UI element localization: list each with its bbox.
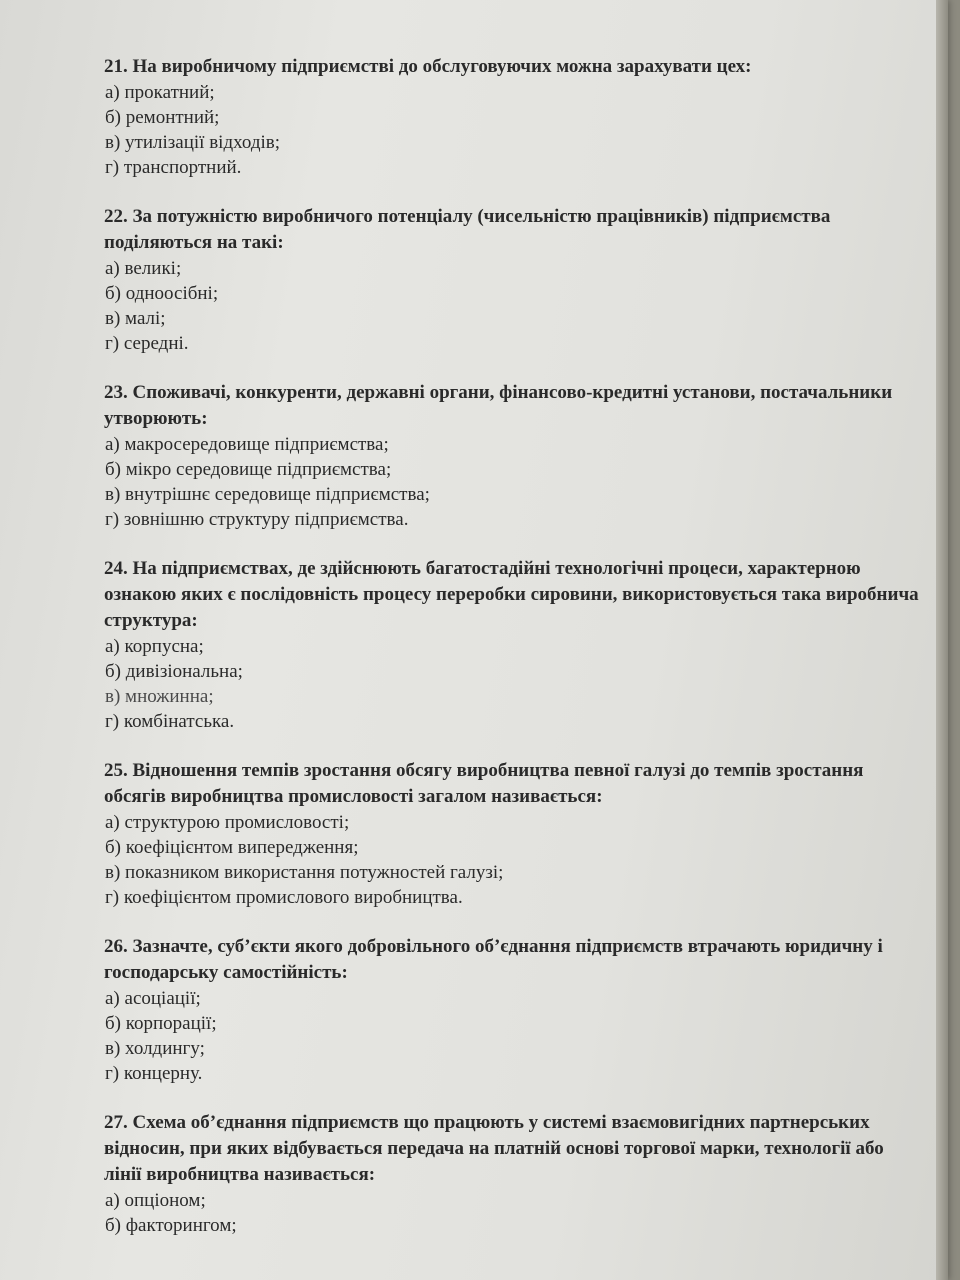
option-c: в) показником використання потужностей галузі; [105, 862, 504, 883]
question-24 [104, 556, 924, 734]
option-d: г) коефіцієнтом промислового виробництва. [105, 887, 463, 908]
option-a: а) великі; [105, 258, 182, 279]
option-d: г) середні. [105, 333, 189, 354]
option-d: г) концерну. [105, 1063, 203, 1084]
option-d: г) зовнішню структуру підприємства. [105, 509, 409, 530]
question-title: 23. Споживачі, конкуренти, державні органи, фінансово-кредитні установи, постачальники утворюють: [104, 382, 893, 429]
option-b: б) коефіцієнтом випередження; [105, 837, 359, 858]
option-a: а) макросередовище підприємства; [105, 434, 389, 455]
sheet-edge [936, 0, 948, 1280]
option-b: б) дивізіональна; [105, 661, 243, 682]
question-title: 26. Зазначте, суб’єкти якого добровільного об’єднання підприємств втрачають юридичну і господарську самостійність: [104, 936, 883, 983]
question-23 [104, 380, 924, 532]
question-title: 22. За потужністю виробничого потенціалу (чисельністю працівників) підприємства поділяються на такі: [104, 206, 831, 253]
question-21 [104, 54, 924, 180]
option-b: б) мікро середовище підприємства; [105, 459, 392, 480]
question-title: 27. Схема об’єднання підприємств що працюють у системі взаємовигідних партнерських відносин, при яких відбувається передача на платній основі торгової марки, технології або лінії виробництва називається: [104, 1112, 884, 1185]
option-a: а) структурою промисловості; [105, 812, 350, 833]
option-b: б) факторингом; [105, 1215, 237, 1236]
option-c: в) малі; [105, 308, 166, 329]
option-d: г) комбінатська. [105, 711, 235, 732]
option-b: б) корпорації; [105, 1013, 217, 1034]
option-c: в) множинна; [105, 686, 214, 707]
option-c: в) утилізації відходів; [105, 132, 281, 153]
option-b: б) одноосібні; [105, 283, 219, 304]
option-a: а) корпусна; [105, 636, 204, 657]
question-27 [104, 1110, 924, 1238]
question-26 [104, 934, 924, 1086]
option-a: а) асоціації; [105, 988, 201, 1009]
question-title: 24. На підприємствах, де здійснюють багатостадійні технологічні процеси, характерною ознакою яких є послідовність процесу переробки сировини, використовується така виробнича структура: [104, 558, 919, 631]
option-c: в) холдингу; [105, 1038, 205, 1059]
option-a: а) опціоном; [105, 1190, 206, 1211]
option-a: а) прокатний; [105, 82, 215, 103]
question-title: 25. Відношення темпів зростання обсягу виробництва певної галузі до темпів зростання обсягів виробництва промисловості загалом називається: [104, 760, 864, 807]
question-25 [104, 758, 924, 910]
question-title: 21. На виробничому підприємстві до обслуговуючих можна зарахувати цех: [104, 56, 752, 77]
question-list [104, 54, 924, 1262]
option-b: б) ремонтний; [105, 107, 220, 128]
question-22 [104, 204, 924, 356]
option-c: в) внутрішнє середовище підприємства; [105, 484, 430, 505]
option-d: г) транспортний. [105, 157, 242, 178]
